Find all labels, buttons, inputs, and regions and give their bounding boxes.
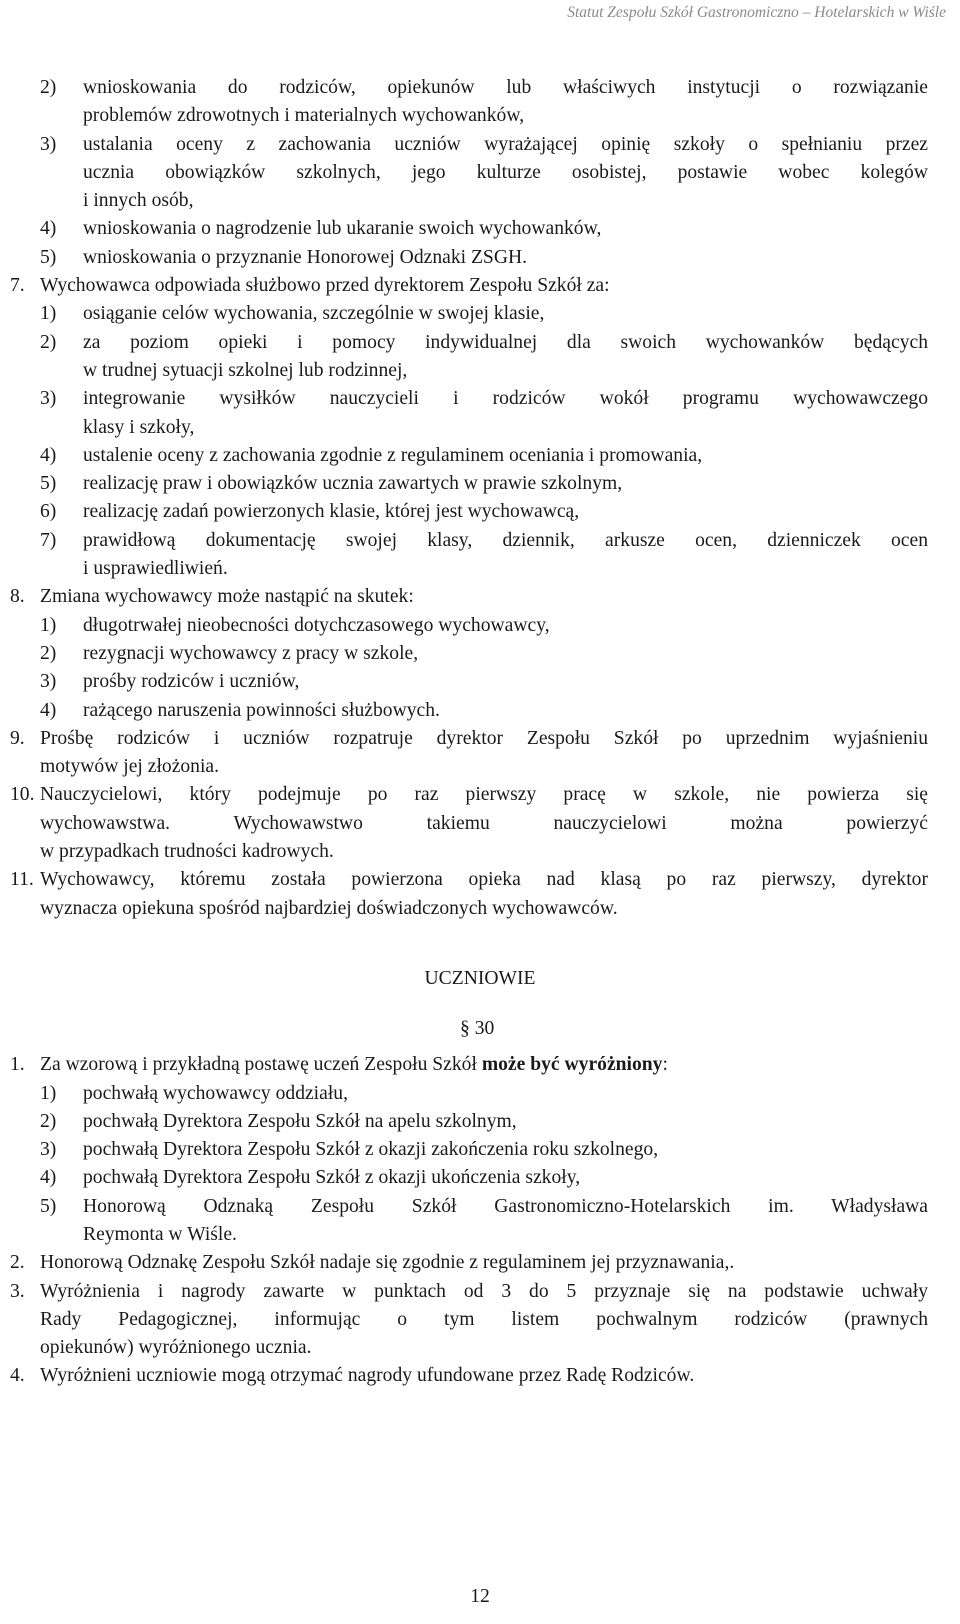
text-line bbox=[0, 1051, 960, 1079]
line-text: prawidłową dokumentację swojej klasy, dziennik, arkusze ocen, dzienniczek ocen bbox=[83, 529, 928, 551]
line-text: motywów jej złożonia. bbox=[40, 756, 220, 778]
list-number: 4) bbox=[40, 444, 57, 466]
line-text: i innych osób, bbox=[83, 190, 194, 212]
line-text: Nauczycielowi, który podejmuje po raz pierwszy pracę w szkole, nie powierza się bbox=[40, 784, 928, 806]
line-text: prośby rodziców i uczniów, bbox=[83, 671, 300, 693]
text-line bbox=[0, 1278, 960, 1306]
text-line bbox=[0, 810, 960, 838]
text-line bbox=[0, 1164, 960, 1192]
line-text: realizację praw i obowiązków ucznia zawartych w prawie szkolnym, bbox=[83, 473, 623, 495]
line-text: długotrwałej nieobecności dotychczasowego wychowawcy, bbox=[83, 614, 550, 636]
text-line bbox=[0, 895, 960, 923]
text-line bbox=[0, 753, 960, 781]
section-title bbox=[0, 951, 960, 1007]
text-line bbox=[0, 1362, 960, 1390]
text-line bbox=[0, 668, 960, 696]
text-line bbox=[0, 215, 960, 243]
list-number: 2) bbox=[40, 1110, 57, 1132]
list-number: 4. bbox=[10, 1365, 25, 1387]
line-text: Wyróżnienia i nagrody zawarte w punktach od 3 do 5 przyznaje się na podstawie uchwały bbox=[40, 1280, 928, 1302]
text-line bbox=[0, 612, 960, 640]
spacer bbox=[0, 923, 960, 951]
line-text: w przypadkach trudności kadrowych. bbox=[40, 841, 334, 863]
text-line bbox=[0, 555, 960, 583]
text-line bbox=[0, 74, 960, 102]
line-text: Zmiana wychowawcy może nastąpić na skutek: bbox=[40, 586, 414, 608]
list-number: 6) bbox=[40, 501, 57, 523]
line-text: ustalenie oceny z zachowania zgodnie z regulaminem oceniania i promowania, bbox=[83, 444, 703, 466]
line-text: pochwałą Dyrektora Zespołu Szkół z okazji zakończenia roku szkolnego, bbox=[83, 1139, 659, 1161]
line-text bbox=[40, 1051, 668, 1079]
text-line bbox=[0, 527, 960, 555]
line-text-tail: : bbox=[662, 1054, 668, 1076]
text-line bbox=[0, 159, 960, 187]
text-line bbox=[0, 1136, 960, 1164]
list-number: 1. bbox=[10, 1054, 25, 1076]
line-text-part: Za wzorową i przykładną postawę uczeń Zespołu Szkół bbox=[40, 1054, 482, 1076]
text-line bbox=[0, 131, 960, 159]
text-line bbox=[0, 781, 960, 809]
list-number: 2) bbox=[40, 331, 57, 353]
text-line bbox=[0, 102, 960, 130]
text-line bbox=[0, 470, 960, 498]
text-line bbox=[0, 640, 960, 668]
line-text: ustalania oceny z zachowania uczniów wyrażającej opinię szkoły o spełnianiu przez bbox=[83, 133, 928, 155]
list-number: 1) bbox=[40, 1082, 57, 1104]
line-text: Wyróżnieni uczniowie mogą otrzymać nagrody ufundowane przez Radę Rodziców. bbox=[40, 1365, 695, 1387]
list-number: 11. bbox=[10, 869, 34, 891]
list-number: 3) bbox=[40, 671, 57, 693]
line-text: pochwałą Dyrektora Zespołu Szkół na apelu szkolnym, bbox=[83, 1110, 517, 1132]
text-line bbox=[0, 385, 960, 413]
text-line bbox=[0, 1306, 960, 1334]
list-number: 1) bbox=[40, 303, 57, 325]
line-text: realizację zadań powierzonych klasie, której jest wychowawcą, bbox=[83, 501, 580, 523]
list-number: 3) bbox=[40, 133, 57, 155]
list-number: 1) bbox=[40, 614, 57, 636]
text-line bbox=[0, 442, 960, 470]
text-line bbox=[0, 272, 960, 300]
line-text: za poziom opieki i pomocy indywidualnej dla swoich wychowanków będących bbox=[83, 331, 928, 353]
list-number: 4) bbox=[40, 699, 57, 721]
line-text: w trudnej sytuacji szkolnej lub rodzinnej, bbox=[83, 359, 408, 381]
line-text: opiekunów) wyróżnionego ucznia. bbox=[40, 1337, 312, 1359]
text-line bbox=[0, 244, 960, 272]
list-number: 10. bbox=[10, 784, 35, 806]
line-text: osiąganie celów wychowania, szczególnie w swojej klasie, bbox=[83, 303, 545, 325]
line-text: rezygnacji wychowawcy z pracy w szkole, bbox=[83, 642, 419, 664]
line-text: integrowanie wysiłków nauczycieli i rodziców wokół programu wychowawczego bbox=[83, 388, 928, 410]
text-line bbox=[0, 1080, 960, 1108]
line-text: klasy i szkoły, bbox=[83, 416, 195, 438]
list-number: 3) bbox=[40, 1139, 57, 1161]
text-line bbox=[0, 1193, 960, 1221]
text-line bbox=[0, 1249, 960, 1277]
list-number: 3) bbox=[40, 388, 57, 410]
text-line bbox=[0, 498, 960, 526]
text-line bbox=[0, 357, 960, 385]
list-number: 7) bbox=[40, 529, 57, 551]
line-text: Prośbę rodziców i uczniów rozpatruje dyrektor Zespołu Szkół po uprzednim wyjaśnieniu bbox=[40, 727, 928, 749]
line-text: ucznia obowiązków szkolnych, jego kulturze osobistej, postawie wobec kolegów bbox=[83, 161, 928, 183]
document-body bbox=[0, 74, 960, 1391]
paragraph-number bbox=[0, 1007, 960, 1051]
text-line bbox=[0, 1108, 960, 1136]
list-number: 2) bbox=[40, 77, 57, 98]
list-number: 4) bbox=[40, 218, 57, 240]
list-number: 3. bbox=[10, 1280, 25, 1302]
text-line bbox=[0, 329, 960, 357]
line-text: Wychowawca odpowiada służbowo przed dyrektorem Zespołu Szkół za: bbox=[40, 275, 610, 297]
line-text: wnioskowania o nagrodzenie lub ukaranie swoich wychowanków, bbox=[83, 218, 602, 240]
text-line bbox=[0, 1221, 960, 1249]
text-line bbox=[0, 697, 960, 725]
line-text: wyznacza opiekuna spośród najbardziej doświadczonych wychowawców. bbox=[40, 897, 618, 919]
line-text: pochwałą wychowawcy oddziału, bbox=[83, 1082, 348, 1104]
list-number: 9. bbox=[10, 727, 25, 749]
line-text: pochwałą Dyrektora Zespołu Szkół z okazji ukończenia szkoły, bbox=[83, 1167, 581, 1189]
list-number: 4) bbox=[40, 1167, 57, 1189]
list-number: 2) bbox=[40, 642, 57, 664]
line-text: i usprawiedliwień. bbox=[83, 558, 228, 580]
text-line bbox=[0, 1334, 960, 1362]
section-title-text: UCZNIOWIE bbox=[424, 968, 536, 990]
list-number: 7. bbox=[10, 275, 25, 297]
line-text: wnioskowania do rodziców, opiekunów lub właściwych instytucji o rozwiązanie bbox=[83, 77, 928, 98]
text-line bbox=[0, 187, 960, 215]
line-text: Rady Pedagogicznej, informując o tym listem pochwalnym rodziców (prawnych bbox=[40, 1308, 928, 1330]
list-block-top bbox=[0, 74, 960, 923]
paragraph-number-text: § 30 bbox=[460, 1018, 495, 1040]
text-line bbox=[0, 725, 960, 753]
running-header: Statut Zespołu Szkół Gastronomiczno – Hotelarskich w Wiśle bbox=[567, 4, 946, 21]
emphasis-text: może być wyróżniony bbox=[481, 1054, 663, 1076]
list-number: 2. bbox=[10, 1252, 25, 1274]
list-block-bottom bbox=[0, 1051, 960, 1391]
list-number: 5) bbox=[40, 246, 57, 268]
list-number: 5) bbox=[40, 473, 57, 495]
list-number: 5) bbox=[40, 1195, 57, 1217]
page-number: 12 bbox=[470, 1586, 490, 1607]
text-line bbox=[0, 838, 960, 866]
line-text: rażącego naruszenia powinności służbowych. bbox=[83, 699, 440, 721]
line-text: problemów zdrowotnych i materialnych wychowanków, bbox=[83, 105, 525, 127]
text-line bbox=[0, 583, 960, 611]
line-text: Honorową Odznakę Zespołu Szkół nadaje się zgodnie z regulaminem jej przyznawania,. bbox=[40, 1252, 735, 1274]
line-text: wychowawstwa. Wychowawstwo takiemu nauczycielowi można powierzyć bbox=[40, 812, 928, 834]
line-text: wnioskowania o przyznanie Honorowej Odznaki ZSGH. bbox=[83, 246, 528, 268]
text-line bbox=[0, 866, 960, 894]
line-text: Honorową Odznaką Zespołu Szkół Gastronomiczno-Hotelarskich im. Władysława bbox=[83, 1195, 928, 1217]
list-number: 8. bbox=[10, 586, 25, 608]
text-line bbox=[0, 414, 960, 442]
text-line bbox=[0, 300, 960, 328]
line-text: Reymonta w Wiśle. bbox=[83, 1223, 237, 1245]
line-text: Wychowawcy, któremu została powierzona opieka nad klasą po raz pierwszy, dyrektor bbox=[40, 869, 928, 891]
